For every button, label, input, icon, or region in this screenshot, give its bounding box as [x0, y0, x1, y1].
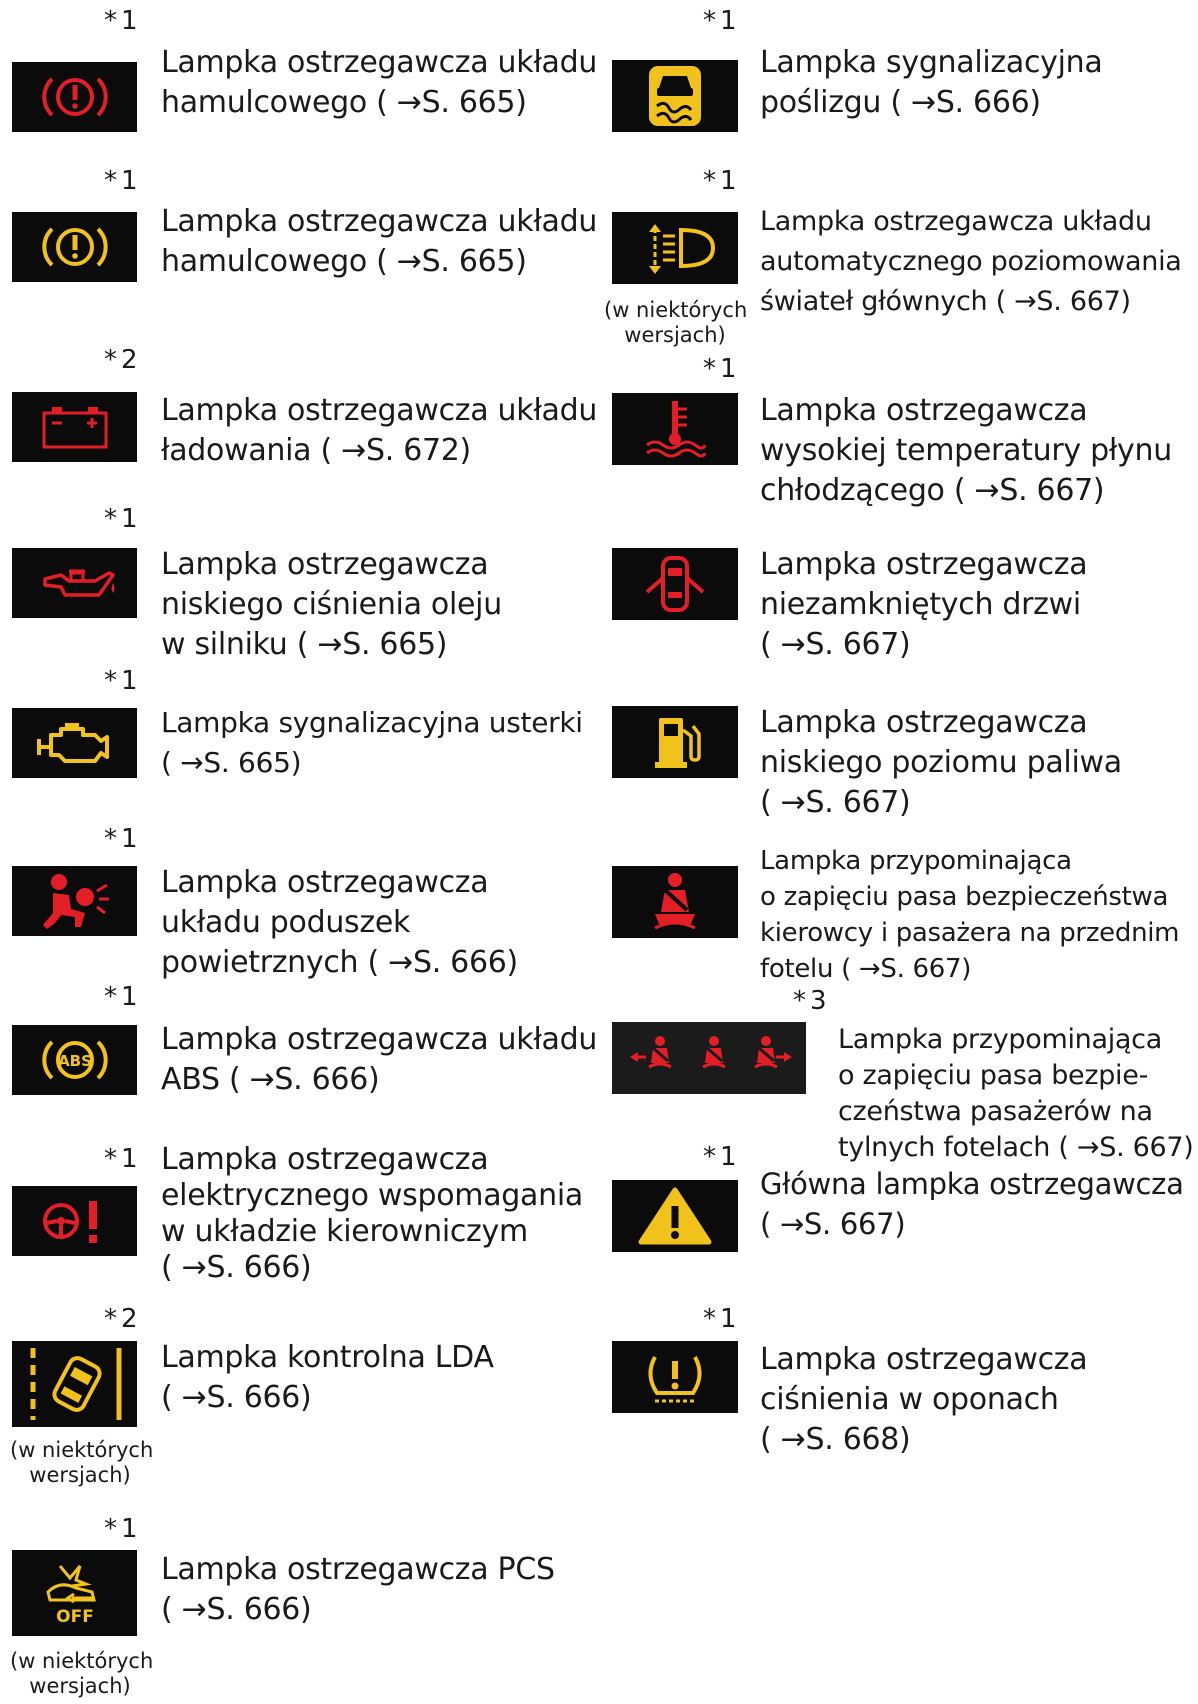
description-line: Lampka ostrzegawcza układu	[760, 206, 1152, 237]
description-line: Lampka ostrzegawcza	[760, 1342, 1088, 1377]
airbag-icon	[12, 866, 137, 936]
description-line: w układzie kierowniczym	[161, 1214, 528, 1249]
fuel-pump-icon	[612, 706, 738, 778]
description-line: Lampka ostrzegawcza układu	[161, 1022, 598, 1057]
coolant-temperature-icon	[612, 393, 738, 465]
icon-label: ABS	[57, 1052, 92, 1070]
description-line: Lampka ostrzegawcza układu	[161, 393, 598, 428]
warning-light-description	[161, 1550, 555, 1630]
footnote-mark: *1	[104, 166, 142, 196]
footnote-mark: *1	[104, 824, 142, 854]
description-line: układu poduszek	[161, 905, 411, 940]
description-line: hamulcowego ( →S. 665)	[161, 85, 527, 120]
description-line: ( →S. 665)	[161, 746, 302, 779]
description-line: Lampka ostrzegawcza układu	[161, 45, 598, 80]
description-line: powietrznych ( →S. 666)	[161, 945, 518, 980]
description-line: ( →S. 667)	[760, 785, 911, 820]
warning-light-description	[161, 1020, 597, 1100]
footnote-mark: *2	[104, 345, 142, 375]
warning-light-description	[760, 843, 1179, 987]
open-door-icon	[612, 548, 738, 620]
description-line: Lampka sygnalizacyjna	[760, 45, 1103, 80]
description-line: Lampka ostrzegawcza	[161, 547, 489, 582]
description-line: ( →S. 666)	[161, 1250, 312, 1285]
headlight-leveling-icon	[612, 212, 738, 284]
footnote-mark: *1	[104, 1144, 142, 1174]
footnote-mark: *1	[703, 1142, 741, 1172]
description-line: elektrycznego wspomagania	[161, 1178, 583, 1213]
abs-icon	[12, 1025, 137, 1095]
engine-icon	[12, 708, 137, 778]
footnote-mark: *1	[104, 666, 142, 696]
description-line: niskiego poziomu paliwa	[760, 745, 1122, 780]
description-line: ( →S. 666)	[161, 1592, 312, 1627]
description-line: chłodzącego ( →S. 667)	[760, 473, 1105, 508]
lane-departure-icon	[12, 1341, 137, 1427]
warning-light-description	[760, 391, 1172, 511]
warning-light-description	[161, 43, 597, 123]
tire-pressure-icon	[612, 1341, 738, 1413]
description-line: ( →S. 668)	[760, 1422, 911, 1457]
warning-light-description	[760, 545, 1087, 665]
warning-light-description	[161, 391, 597, 471]
version-note-line: wersjach)	[29, 1674, 131, 1698]
description-line: Lampka ostrzegawcza PCS	[161, 1552, 555, 1587]
description-line: tylnych fotelach ( →S. 667)	[838, 1132, 1194, 1163]
description-line: hamulcowego ( →S. 665)	[161, 244, 527, 279]
version-note-line: (w niektórych	[604, 298, 748, 322]
description-line: czeństwa pasażerów na	[838, 1096, 1153, 1127]
battery-icon	[12, 392, 137, 462]
description-line: ( →S. 667)	[760, 1207, 906, 1241]
warning-light-description	[760, 1164, 1184, 1244]
description-line: Lampka ostrzegawcza	[760, 547, 1088, 582]
description-line: ( →S. 667)	[760, 627, 911, 662]
warning-light-description	[161, 703, 583, 783]
description-line: wysokiej temperatury płynu	[760, 433, 1172, 468]
description-line: poślizgu ( →S. 666)	[760, 85, 1041, 120]
description-line: Lampka sygnalizacyjna usterki	[161, 706, 583, 739]
slip-indicator-icon	[612, 60, 738, 132]
icon-label: OFF	[55, 1607, 94, 1627]
description-line: ( →S. 666)	[161, 1380, 312, 1415]
warning-light-description	[760, 1340, 1087, 1460]
description-line: o zapięciu pasa bezpieczeństwa	[760, 882, 1169, 912]
warning-light-description	[760, 43, 1102, 123]
description-line: Lampka ostrzegawcza	[161, 1142, 489, 1177]
footnote-mark: *1	[703, 354, 741, 384]
warning-light-description	[161, 1338, 494, 1418]
footnote-mark: *1	[104, 504, 142, 534]
description-line: ładowania ( →S. 672)	[161, 433, 471, 468]
footnote-mark: *3	[793, 986, 831, 1016]
version-note	[10, 1649, 154, 1699]
description-line: kierowcy i pasażera na przednim	[760, 918, 1180, 948]
version-note-line: wersjach)	[29, 1463, 131, 1487]
description-line: ciśnienia w oponach	[760, 1382, 1059, 1417]
rear-seatbelt-icon	[612, 1022, 806, 1094]
description-line: Lampka ostrzegawcza	[161, 865, 489, 900]
footnote-mark: *1	[104, 982, 142, 1012]
power-steering-icon	[12, 1186, 137, 1256]
description-line: niskiego ciśnienia oleju	[161, 587, 502, 622]
footnote-mark: *1	[703, 166, 741, 196]
description-line: Lampka ostrzegawcza układu	[161, 204, 598, 239]
version-note	[10, 1438, 154, 1488]
brake-warning-icon	[12, 62, 137, 132]
footnote-mark: *2	[104, 1304, 142, 1334]
version-note-line: wersjach)	[624, 323, 726, 347]
version-note-line: (w niektórych	[10, 1438, 154, 1462]
footnote-mark: *1	[104, 1514, 142, 1544]
description-line: świateł głównych ( →S. 667)	[760, 286, 1131, 317]
description-line: Lampka przypominająca	[838, 1024, 1162, 1055]
description-line: o zapięciu pasa bezpie-	[838, 1060, 1149, 1091]
footnote-mark: *1	[703, 6, 741, 36]
brake-warning-icon	[12, 212, 137, 282]
warning-light-description	[760, 703, 1122, 823]
version-note-line: (w niektórych	[10, 1649, 154, 1673]
description-line: automatycznego poziomowania	[760, 246, 1182, 277]
description-line: fotelu ( →S. 667)	[760, 954, 972, 984]
description-line: Lampka przypominająca	[760, 846, 1072, 876]
description-line: ABS ( →S. 666)	[161, 1062, 380, 1097]
warning-light-description	[161, 863, 518, 983]
warning-light-description	[161, 545, 502, 665]
seatbelt-icon	[612, 866, 738, 938]
description-line: niezamkniętych drzwi	[760, 587, 1081, 622]
warning-light-description	[760, 202, 1182, 322]
warning-light-description	[838, 1022, 1194, 1166]
oil-can-icon	[12, 548, 137, 618]
description-line: Lampka kontrolna LDA	[161, 1340, 494, 1375]
footnote-mark: *1	[703, 1304, 741, 1334]
description-line: Główna lampka ostrzegawcza	[760, 1167, 1184, 1201]
description-line: Lampka ostrzegawcza	[760, 705, 1088, 740]
warning-light-description	[161, 1142, 583, 1286]
description-line: Lampka ostrzegawcza	[760, 393, 1088, 428]
description-line: w silniku ( →S. 665)	[161, 627, 448, 662]
footnote-mark: *1	[104, 6, 142, 36]
warning-light-description	[161, 202, 597, 282]
master-warning-icon	[612, 1180, 738, 1252]
version-note	[604, 298, 746, 348]
pcs-off-icon	[12, 1550, 137, 1636]
